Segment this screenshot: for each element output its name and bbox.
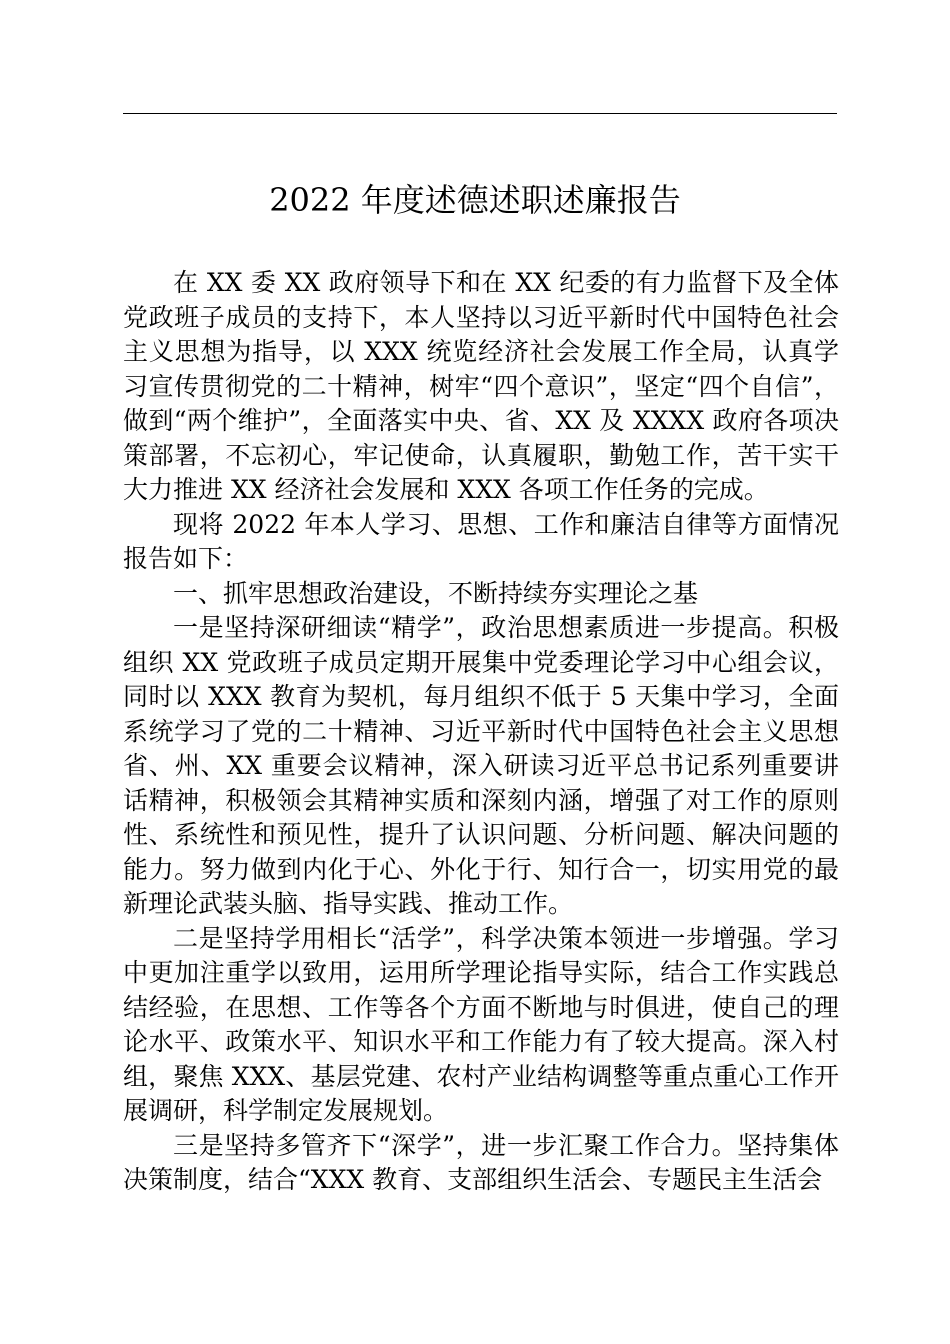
- section-heading-1: 一、抓牢思想政治建设，不断持续夯实理论之基: [173, 578, 699, 608]
- header-rule: [123, 113, 837, 114]
- paragraph-point-2: 二是坚持学用相长“活学”，科学决策本领进一步增强。学习中更加注重学以致用，运用所学理论指导实际，结合工作实践总结经验，在思想、工作等各个方面不断地与时俱进，使自己的理论水平、政策水平、知识水平和工作能力有了较大提高。深入村组，聚焦 XXX、基层党建、农村产业结构调整等重点重心工作开展调研，科学制定发展规划。: [123, 923, 839, 1125]
- document-title: 2022 年度述德述职述廉报告: [269, 181, 681, 219]
- paragraph-point-3: 三是坚持多管齐下“深学”，进一步汇聚工作合力。坚持集体决策制度，结合“XXX 教育、支部组织生活会、专题民主生活会: [123, 1130, 839, 1194]
- paragraph-report-lead: 现将 2022 年本人学习、思想、工作和廉洁自律等方面情况报告如下：: [123, 509, 839, 573]
- paragraph-point-1: 一是坚持深研细读“精学”，政治思想素质进一步提高。积极组织 XX 党政班子成员定期开展集中党委理论学习中心组会议，同时以 XXX 教育为契机，每月组织不低于 5 天集中学习，全面系统学习了党的二十精神、习近平新时代中国特色社会主义思想省、州、XX 重要会议精神，深入研读习近平总书记系列重要讲话精神，积极领会其精神实质和深刻内涵，增强了对工作的原则性、系统性和预见性，提升了认识问题、分析问题、解决问题的能力。努力做到内化于心、外化于行、知行合一，切实用党的最新理论武装头脑、指导实践、推动工作。: [123, 613, 839, 918]
- document-body: [123, 266, 839, 1198]
- paragraph-intro: 在 XX 委 XX 政府领导下和在 XX 纪委的有力监督下及全体党政班子成员的支持下，本人坚持以习近平新时代中国特色社会主义思想为指导，以 XXX 统览经济社会发展工作全局，认真学习宣传贯彻党的二十精神，树牢“四个意识”，坚定“四个自信”，做到“两个维护”，全面落实中央、省、XX 及 XXXX 政府各项决策部署，不忘初心，牢记使命，认真履职，勤勉工作，苦干实干大力推进 XX 经济社会发展和 XXX 各项工作任务的完成。: [123, 268, 839, 504]
